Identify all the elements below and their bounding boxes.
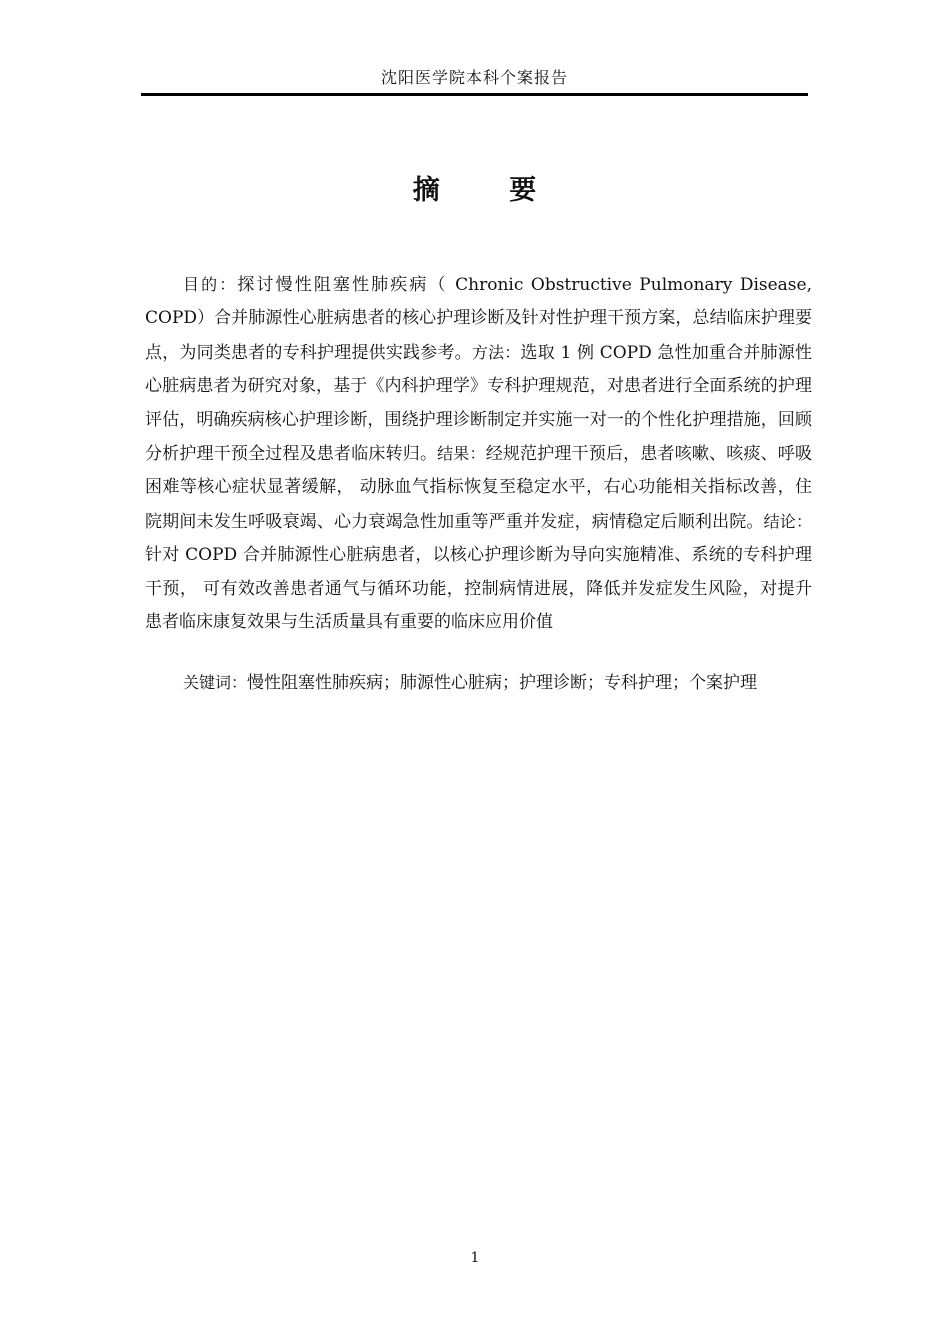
header-rule [141, 93, 808, 96]
results-label: 结果： [437, 444, 486, 464]
results-text: 经规范护理干预后，患者咳嗽、咳痰、呼吸困难等核心症状显著缓解， 动脉血气指标恢复至稳定水平，右心功能相关指标改善，住院期间未发生呼吸衰竭、心力衰竭急性加重等严重并发症，病情稳定后顺利出院。 [145, 444, 812, 532]
objective-text: 探讨慢性阻塞性肺疾病（ Chronic Obstructive Pulmonary Disease, COPD）合并肺源性心脏病患者的核心护理诊断及针对性护理干预方案，总结临床护理要点，为同类患者的专科护理提供实践参考。 [145, 275, 812, 363]
abstract-title: 摘 要 [412, 175, 567, 206]
page-number: 1 [470, 1250, 480, 1266]
objective-label: 目的： [183, 275, 238, 294]
conclusion-label: 结论： [763, 511, 812, 531]
methods-label: 方法： [471, 342, 521, 362]
keywords-paragraph [145, 666, 812, 700]
keywords-label: 关键词： [183, 673, 248, 692]
page-header: 沈阳医学院本科个案报告 [380, 68, 568, 87]
abstract-paragraph [145, 268, 812, 639]
conclusion-text: 针对 COPD 合并肺源性心脏病患者，以核心护理诊断为导向实施精准、系统的专科护理干预， 可有效改善患者通气与循环功能，控制病情进展，降低并发症发生风险，对提升患者临床康复效果与生活质量具有重要的临床应用价值 [145, 545, 812, 633]
methods-text: 选取 1 例 COPD 急性加重合并肺源性心脏病患者为研究对象，基于《内科护理学》专科护理规范，对患者进行全面系统的护理评估，明确疾病核心护理诊断，围绕护理诊断制定并实施一对一的个性化护理措施，回顾分析护理干预全过程及患者临床转归。 [145, 342, 812, 465]
keywords-text: 慢性阻塞性肺疾病；肺源性心脏病；护理诊断；专科护理；个案护理 [247, 673, 758, 693]
